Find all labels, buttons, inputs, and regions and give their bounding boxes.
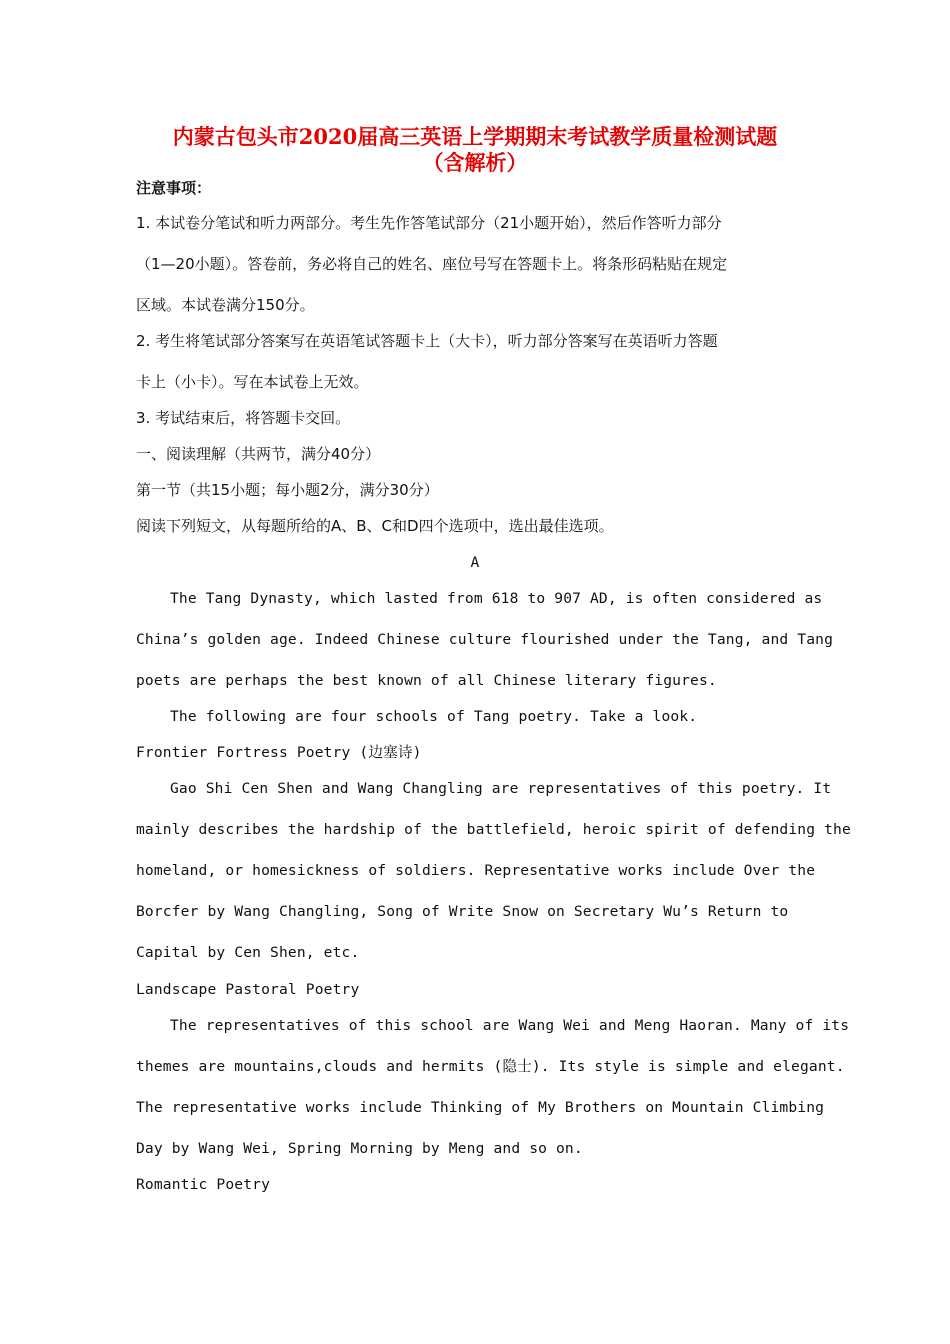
document-title: 内蒙古包头市2020届高三英语上学期期末考试教学质量检测试题 (172, 124, 778, 149)
passage-line: Day by Wang Wei, Spring Morning by Meng and so on. (136, 1140, 583, 1157)
passage-line: The representative works include Thinking of My Brothers on Mountain Climbing (136, 1099, 825, 1116)
passage-line: mainly describes the hardship of the battlefield, heroic spirit of defending the (136, 821, 851, 838)
subheading-landscape-poetry: Landscape Pastoral Poetry (136, 981, 360, 998)
subheading-romantic-poetry: Romantic Poetry (136, 1176, 271, 1193)
part-heading: 第一节（共15小题；每小题2分，满分30分） (136, 481, 439, 499)
notice-item-2: 2. 考生将笔试部分答案写在英语笔试答题卡上（大卡），听力部分答案写在英语听力答题 (136, 332, 718, 350)
notice-item-1-cont: （1—20小题）。答卷前，务必将自己的姓名、座位号写在答题卡上。将条形码粘贴在规定 (136, 255, 728, 273)
notice-item-2-cont: 卡上（小卡）。写在本试卷上无效。 (136, 373, 369, 391)
passage-paragraph: Gao Shi Cen Shen and Wang Changling are representatives of this poetry. It (170, 780, 832, 797)
notice-item-1: 1. 本试卷分笔试和听力两部分。考生先作答笔试部分（21小题开始），然后作答听力部分 (136, 214, 722, 232)
passage-paragraph: The following are four schools of Tang poetry. Take a look. (170, 708, 698, 725)
passage-line: China’s golden age. Indeed Chinese culture flourished under the Tang, and Tang (136, 631, 834, 648)
passage-line: Borcfer by Wang Changling, Song of Write Snow on Secretary Wu’s Return to (136, 903, 789, 920)
passage-line: themes are mountains,clouds and hermits (隐士). Its style is simple and elegant. (136, 1058, 845, 1075)
passage-line: poets are perhaps the best known of all Chinese literary figures. (136, 672, 717, 689)
notice-item-3: 3. 考试结束后，将答题卡交回。 (136, 409, 351, 427)
document-title-subtitle: （含解析） (422, 150, 528, 175)
passage-paragraph: The Tang Dynasty, which lasted from 618 to 907 AD, is often considered as (170, 590, 823, 607)
passage-line: homeland, or homesickness of soldiers. Representative works include Over the (136, 862, 816, 879)
reading-instruction: 阅读下列短文，从每题所给的A、B、C和D四个选项中，选出最佳选项。 (136, 517, 614, 535)
passage-label: A (470, 554, 480, 571)
passage-paragraph: The representatives of this school are Wang Wei and Meng Haoran. Many of its (170, 1017, 850, 1034)
section-heading: 一、阅读理解（共两节，满分40分） (136, 445, 381, 463)
passage-line: Capital by Cen Shen, etc. (136, 944, 360, 961)
notice-item-1-cont: 区域。本试卷满分150分。 (136, 296, 315, 314)
notice-heading: 注意事项： (136, 179, 212, 197)
subheading-frontier-poetry: Frontier Fortress Poetry (边塞诗) (136, 744, 422, 761)
